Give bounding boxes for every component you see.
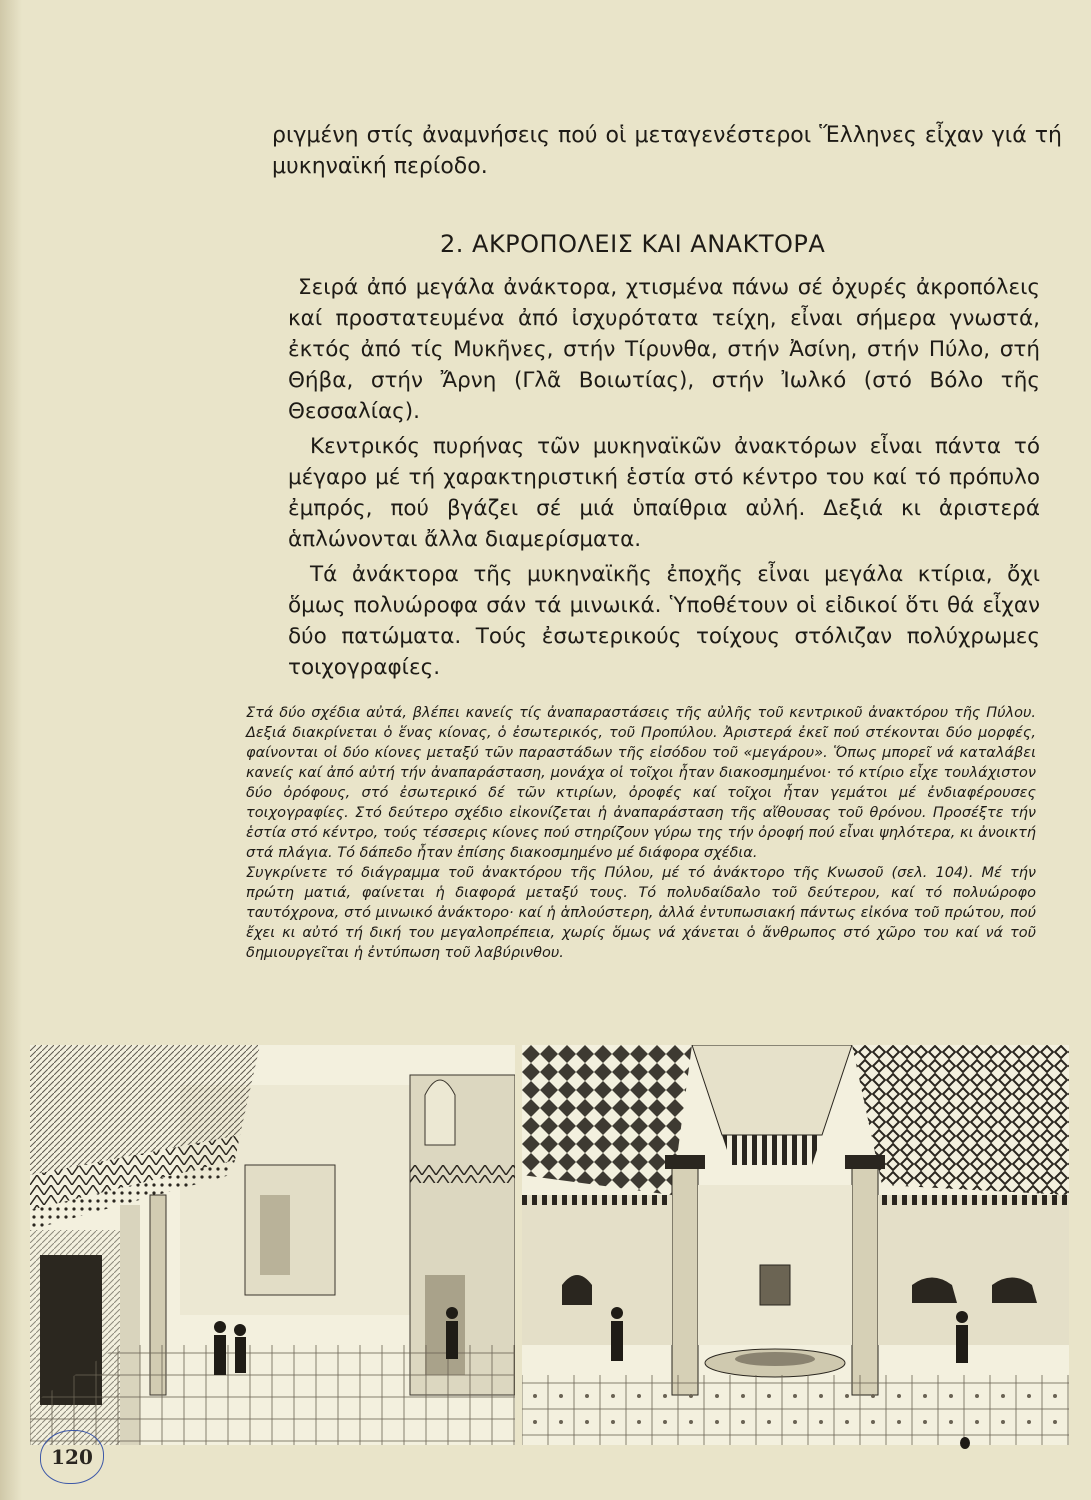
ink-dot bbox=[960, 1437, 970, 1449]
illustrations bbox=[30, 1045, 1070, 1445]
section-heading: 2. ΑΚΡΟΠΟΛΕΙΣ ΚΑΙ ΑΝΑΚΤΟΡΑ bbox=[440, 230, 826, 258]
intro-paragraph: ριγμένη στίς ἀναμνήσεις πού οἱ μεταγενέστεροι Ἕλληνες εἶχαν γιά τή μυκηναϊκή περίοδο. bbox=[272, 123, 1062, 179]
caption-paragraph-1: Στά δύο σχέδια αὐτά, βλέπει κανείς τίς ἀναπαραστάσεις τῆς αὐλῆς τοῦ κεντρικοῦ ἀνακτόρου τῆς Πύλου. Δεξιά διακρίνεται ὁ ἕνας κίονας, ὁ ἐσωτερικός, τοῦ Προπύλου. Ἀριστερά ἐκεῖ πού στέκονται δύο μορφές, φαίνονται οἱ δύο κίονες μεταξύ τῶν παραστάδων τῆς εἰσόδου τοῦ «μεγάρου». Ὅπως μπορεῖ νά καταλάβει κανείς καί ἀπό αὐτή τήν ἀναπαράσταση, μονάχα οἱ τοῖχοι ἦταν διακοσμημένοι· τό κτίριο εἶχε τουλάχιστον δύο ὀρόφους, στό ἐσωτερικό δέ τῶν κτιρίων, ὀροφές καί τοῖχοι ἦταν γεμάτοι μέ ἐνδιαφέρουσες τοιχογραφίες. Στό δεύτερο σχέδιο εἰκονίζεται ἡ ἀναπαράσταση τῆς αἴθουσας τοῦ θρόνου. Προσέξτε τήν ἑστία στό κέντρο, τούς τέσσερις κίονες πού στηρίζουν γύρω της τήν ὀροφή πού εἶναι ψηλότερα, κι ἀνοικτή στά πλάγια. Τό δάπεδο ἦταν ἐπίσης διακοσμημένο μέ διάφορα σχέδια. bbox=[246, 705, 1036, 861]
intro-text bbox=[272, 120, 1062, 182]
courtyard-drawing bbox=[30, 1045, 515, 1445]
page-edge-shadow bbox=[0, 0, 22, 1500]
paragraph-buildings: Τά ἀνάκτορα τῆς μυκηναϊκῆς ἐποχῆς εἶναι μεγάλα κτίρια, ὄχι ὅμως πολυώροφα σάν τά μινωικά. Ὑποθέτουν οἱ εἰδικοί ὅτι θά εἶχαν δύο πατώματα. Τούς ἐσωτερικούς τοίχους στόλιζαν πολύχρωμες τοιχογραφίες. bbox=[288, 562, 1040, 680]
body-text bbox=[288, 272, 1040, 687]
caption-paragraph-2: Συγκρίνετε τό διάγραμμα τοῦ ἀνακτόρου τῆς Πύλου, μέ τό ἀνάκτορο τῆς Κνωσοῦ (σελ. 104). Μέ τήν πρώτη ματιά, φαίνεται ἡ διαφορά μεταξύ τους. Τό πολυδαίδαλο τοῦ δεύτερου, καί τό πολυώροφο ταυτόχρονα, στό μινωικό ἀνάκτορο· καί ἡ ἁπλούστερη, ἀλλά ἐντυπωσιακή πάντως εἰκόνα τοῦ πρώτου, πού ἔχει κι αὐτό τή δική του μεγαλοπρέπεια, χωρίς ὅμως νά χάνεται ὁ ἄνθρωπος στό χῶρο του καί νά τοῦ δημιουργεῖται ἡ ἐντύπωση τοῦ λαβύρινθου. bbox=[246, 865, 1036, 961]
paragraph-megaron: Κεντρικός πυρήνας τῶν μυκηναϊκῶν ἀνακτόρων εἶναι πάντα τό μέγαρο μέ τή χαρακτηριστική ἑστία στό κέντρο του καί τό πρόπυλο ἐμπρός, πού βγάζει σέ μιά ὑπαίθρια αὐλή. Δεξιά κι ἀριστερά ἁπλώνονται ἄλλα διαμερίσματα. bbox=[288, 434, 1040, 552]
figure-caption bbox=[246, 703, 1036, 963]
throne-room-illustration bbox=[522, 1045, 1069, 1445]
paragraph-palaces: Σειρά ἀπό μεγάλα ἀνάκτορα, χτισμένα πάνω σέ ὀχυρές ἀκροπόλεις καί προστατευμένα ἀπό ἰσχυρότατα τείχη, εἶναι σήμερα γνωστά, ἐκτός ἀπό τίς Μυκῆνες, στήν Τίρυνθα, στήν Ἀσίνη, στήν Πύλο, στή Θήβα, στήν Ἄρνη (Γλᾶ Βοιωτίας), στήν Ἰωλκό (στό Βόλο τῆς Θεσσαλίας). bbox=[288, 275, 1040, 424]
courtyard-illustration bbox=[30, 1045, 515, 1445]
page-number: 120 bbox=[40, 1430, 104, 1484]
throne-room-drawing bbox=[522, 1045, 1069, 1445]
